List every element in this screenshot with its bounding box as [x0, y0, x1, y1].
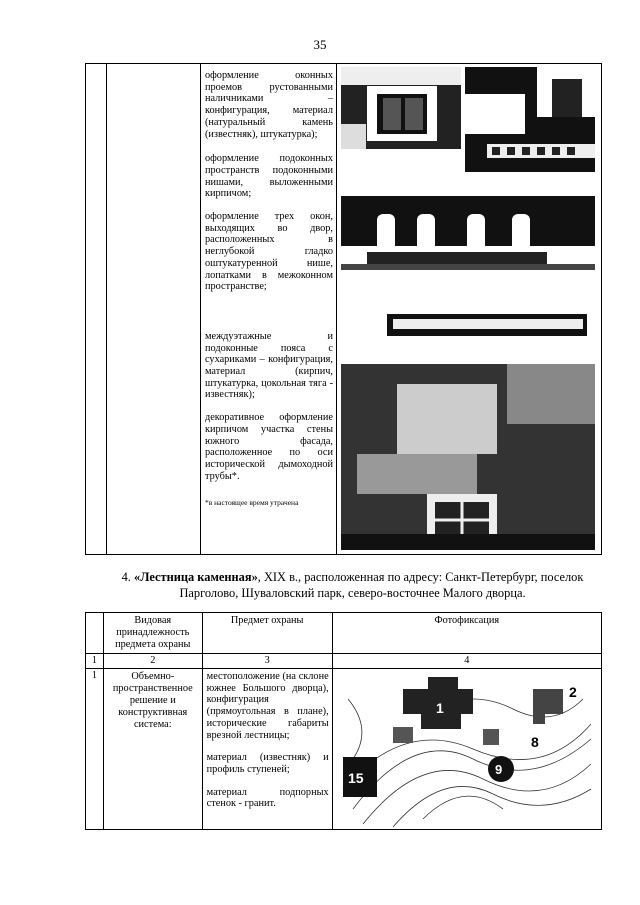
paragraph: материал подпорных стенок - гранит. [206, 786, 329, 810]
page-number: 35 [313, 37, 327, 52]
header-subject: Предмет охраны [202, 613, 332, 654]
col-number: 2 [103, 654, 202, 669]
row-number: 1 [86, 669, 104, 830]
row-photo [332, 669, 601, 830]
map-label: 9 [494, 762, 502, 777]
map-label: 15 [347, 770, 364, 786]
section-heading [95, 569, 610, 601]
continuation-table [85, 63, 602, 555]
header-photo: Фотофиксация [332, 613, 601, 654]
row-subject [202, 669, 332, 830]
section-number: 4. [121, 570, 131, 584]
col-number: 4 [332, 654, 601, 669]
photo-window-rusticated [341, 67, 461, 149]
cell-protection-subject [200, 64, 336, 555]
map-label: 2 [568, 684, 577, 700]
section-title: «Лестница каменная» [134, 570, 258, 584]
cell-num [86, 64, 107, 555]
paragraph: оформление подоконных пространств подоконными нишами, выложенными кирпичом; [204, 153, 333, 200]
photo-window-niche [465, 67, 595, 172]
paragraph: местоположение (на склоне южнее Большого дворца), конфигурация (прямоугольная в плане), исторические габариты врезной лестницы; [206, 671, 329, 741]
photo-brick-wall [341, 364, 595, 550]
paragraph: междуэтажные и подоконные пояса с сухариками – конфигурация, материал (кирпич, штукатурка, цокольная тяга - известняк); [204, 330, 333, 401]
cell-photos [337, 64, 602, 555]
paragraph: декоративное оформление кирпичом участка стены южного фасада, расположенное по оси исторической дымоходной трубы*. [204, 412, 333, 482]
row-type: Объемно-пространственное решение и конструктивная система: [103, 669, 202, 830]
col-number: 3 [202, 654, 332, 669]
footnote: *в настоящее время утрачена [204, 498, 299, 508]
map-label: 1 [435, 700, 444, 716]
site-map [333, 669, 595, 829]
protection-table [85, 612, 602, 830]
paragraph: материал (известняк) и профиль ступеней; [206, 752, 329, 775]
paragraph: оформление трех окон, выходящих во двор, расположенных в неглубокой гладко оштукатуренной нише, лопатками в межоконном пространстве; [204, 211, 333, 293]
cell-type [106, 64, 200, 555]
map-label: 8 [530, 734, 539, 750]
facade-photos [337, 64, 599, 554]
section-description: , XIX в., расположенная по адресу: Санкт-Петербург, поселок Парголово, Шуваловский парк, северо-восточнее Малого дворца. [179, 570, 584, 600]
header-type: Видовая принадлежность предмета охраны [103, 613, 202, 654]
photo-three-windows [341, 196, 595, 356]
col-number: 1 [86, 654, 104, 669]
paragraph: оформление оконных проемов рустованными наличниками – конфигурация, материал (натуральный камень (известняк), штукатурка); [204, 70, 333, 140]
